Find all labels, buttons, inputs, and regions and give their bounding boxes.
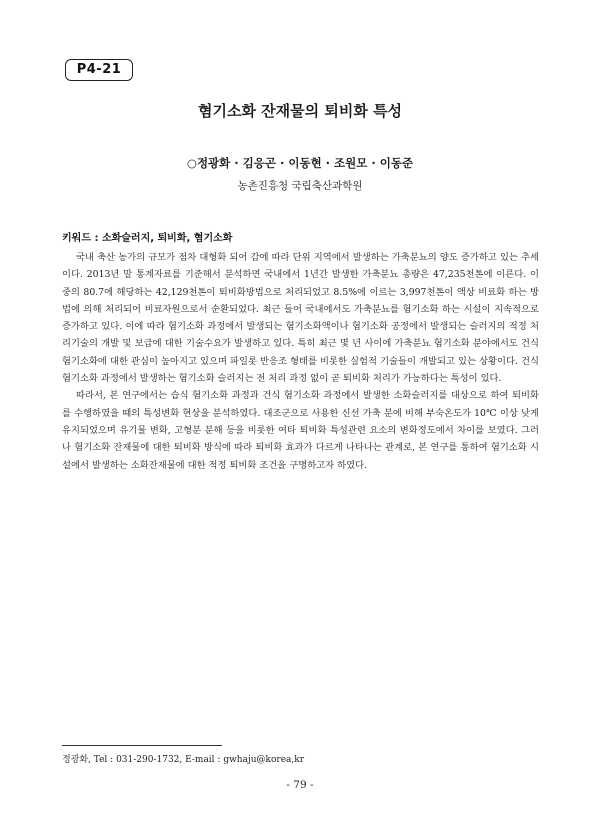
abstract-body: [62, 249, 539, 474]
page-number: - 79 -: [286, 779, 314, 791]
abstract-paragraph: 따라서, 본 연구에서는 습식 혐기소화 과정과 건식 혐기소화 과정에서 발생한 소화슬러지를 대상으로 하여 퇴비화를 수행하였을 때의 특성변화 현상을 분석하였다. 대조군으로 사용한 신선 가축 분에 비해 부숙온도가 10℃ 이상 낮게 유지되었으며 유기물 변화, 고형분 분해 등을 비롯한 여타 퇴비화 특성관련 요소의 변화정도에서 차이를 보였다. 그러나 혐기소화 잔재물에 대한 퇴비화 방식에 따라 퇴비화 효과가 다르게 나타나는 관계로, 본 연구를 통하여 혐기소화 시설에서 발생하는 소화잔재물에 대한 적정 퇴비화 조건을 구명하고자 하였다.: [62, 390, 539, 471]
abstract-paragraph: 국내 축산 농가의 규모가 점차 대형화 되어 감에 따라 단위 지역에서 발생하는 가축분뇨의 양도 증가하고 있는 추세이다. 2013년 말 통계자료를 기준해서 분석하면 국내에서 1년간 발생한 가축분뇨 총량은 47,235천톤에 이른다. 이 중의 80.7에 해당하는 42,129천톤이 퇴비화방법으로 처리되었고 8.5%에 이르는 3,997천톤이 액상 비료화 하는 방법에 의해 처리되어 비료자원으로서 순환되었다. 최근 들어 국내에서도 가축분뇨를 혐기소화 하는 시설이 지속적으로 증가하고 있다. 이에 따라 혐기소화 과정에서 발생되는 혐기소화액이나 혐기소화 공정에서 발생되는 슬러지의 적정 처리기술의 개발 및 보급에 대한 기술수요가 발생하고 있다. 특히 최근 몇 년 사이에 가축분뇨 혐기소화 분야에서도 건식 혐기소화에 대한 관심이 높아지고 있으며 파일롯 반응조 형태를 비롯한 실험적 기술들이 개발되고 있는 상황이다. 건식 혐기소화 과정에서 발생하는 혐기소화 슬러지는 전 처리 과정 없이 곧 퇴비화 처리가 가능하다는 특성이 있다.: [62, 252, 539, 385]
footnote-contact: 정광화, Tel : 031-290-1732, E-mail : gwhaju@korea,kr: [62, 755, 305, 765]
author-list: ○정광화 · 김응곤 · 이동현 · 조원모 · 이동준: [186, 156, 414, 170]
footnote-divider: [62, 745, 222, 746]
affiliation: 농촌진흥청 국립축산과학원: [237, 180, 363, 192]
paper-title: 혐기소화 잔재물의 퇴비화 특성: [197, 102, 403, 120]
page-id-box: P4-21: [65, 59, 133, 81]
keywords: 키워드 : 소화슬러지, 퇴비화, 혐기소화: [62, 233, 233, 244]
